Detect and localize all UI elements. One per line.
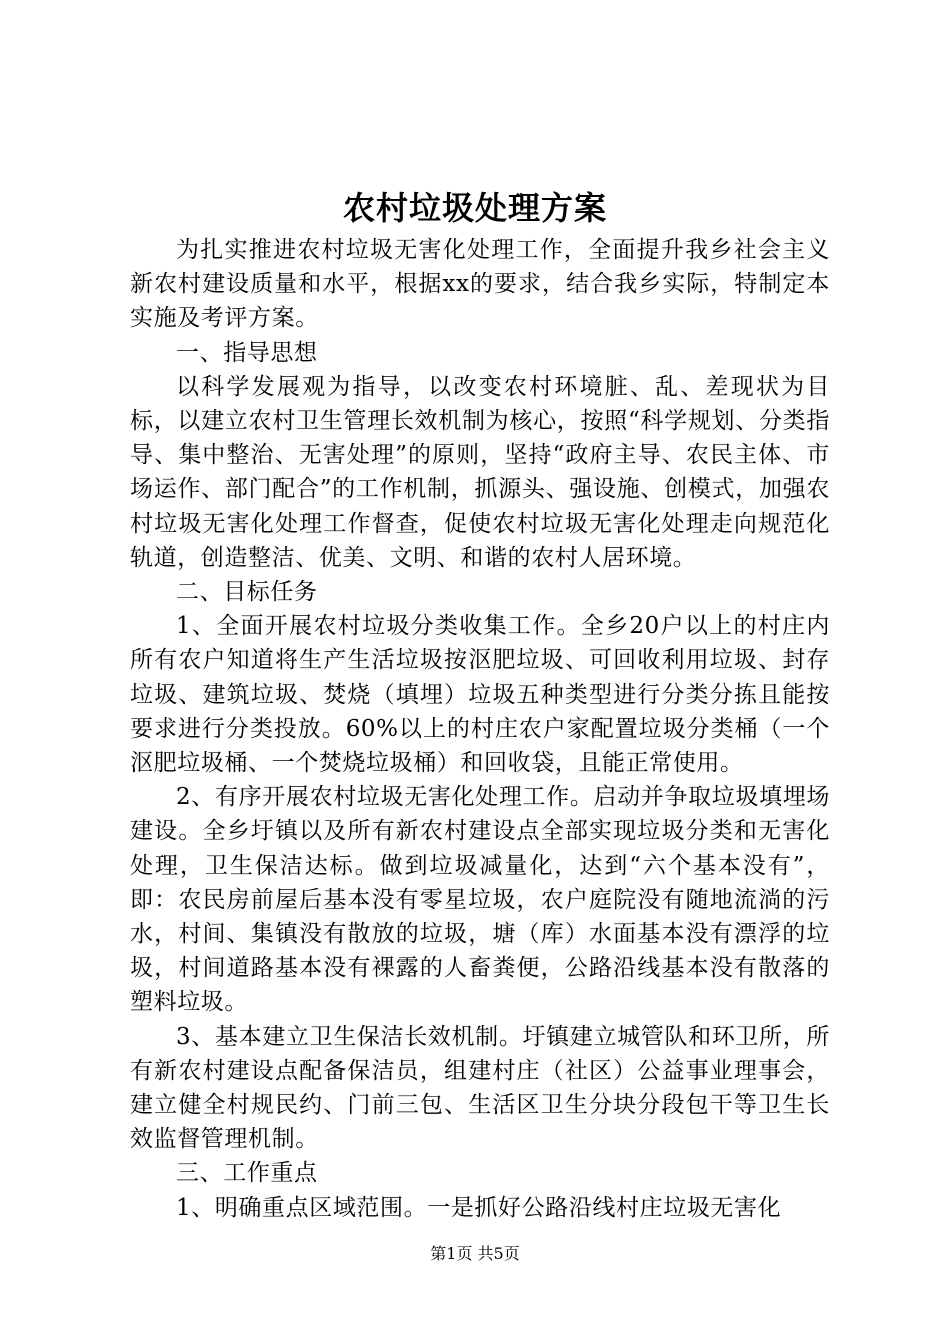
paragraph-goal-2: 2、有序开展农村垃圾无害化处理工作。启动并争取垃圾填埋场建设。全乡圩镇以及所有新农村建设点全部实现垃圾分类和无害化处理，卫生保洁达标。做到垃圾减量化，达到“六个基本没有”，即：农民房前屋后基本没有零星垃圾，农户庭院没有随地流淌的污水，村间、集镇没有散放的垃圾，塘（库）水面基本没有漂浮的垃圾，村间道路基本没有裸露的人畜粪便，公路沿线基本没有散落的塑料垃圾。 [130,784,830,1016]
paragraph-guiding-ideology: 以科学发展观为指导，以改变农村环境脏、乱、差现状为目标，以建立农村卫生管理长效机制为核心，按照“科学规划、分类指导、集中整治、无害处理”的原则，坚持“政府主导、农民主体、市场运作、部门配合”的工作机制，抓源头、强设施、创模式，加强农村垃圾无害化处理工作督查，促使农村垃圾无害化处理走向规范化轨道，创造整洁、优美、文明、和谐的农村人居环境。 [130,373,830,571]
section-heading-work-focus: 三、工作重点 [176,1160,318,1187]
paragraph-goal-1: 1、全面开展农村垃圾分类收集工作。全乡20户以上的村庄内所有农户知道将生产生活垃圾按沤肥垃圾、可回收利用垃圾、封存垃圾、建筑垃圾、焚烧（填埋）垃圾五种类型进行分类分拣且能按要求进行分类投放。60%以上的村庄农户家配置垃圾分类桶（一个沤肥垃圾桶、一个焚烧垃圾桶）和回收袋，且能正常使用。 [130,613,830,777]
paragraph-intro: 为扎实推进农村垃圾无害化处理工作，全面提升我乡社会主义新农村建设质量和水平，根据xx的要求，结合我乡实际，特制定本实施及考评方案。 [130,237,830,332]
section-heading-guiding-ideology: 一、指导思想 [176,339,318,366]
paragraph-goal-3: 3、基本建立卫生保洁长效机制。圩镇建立城管队和环卫所，所有新农村建设点配备保洁员，组建村庄（社区）公益事业理事会，建立健全村规民约、门前三包、生活区卫生分块分段包干等卫生长效监督管理机制。 [130,1023,830,1153]
document-title: 农村垃圾处理方案 [342,189,607,227]
paragraph-focus-1: 1、明确重点区域范围。一是抓好公路沿线村庄垃圾无害化 [176,1194,782,1221]
page-footer: 第1页 共5页 [430,1244,520,1263]
document-body [130,233,830,1225]
section-heading-goals-tasks: 二、目标任务 [176,579,318,606]
